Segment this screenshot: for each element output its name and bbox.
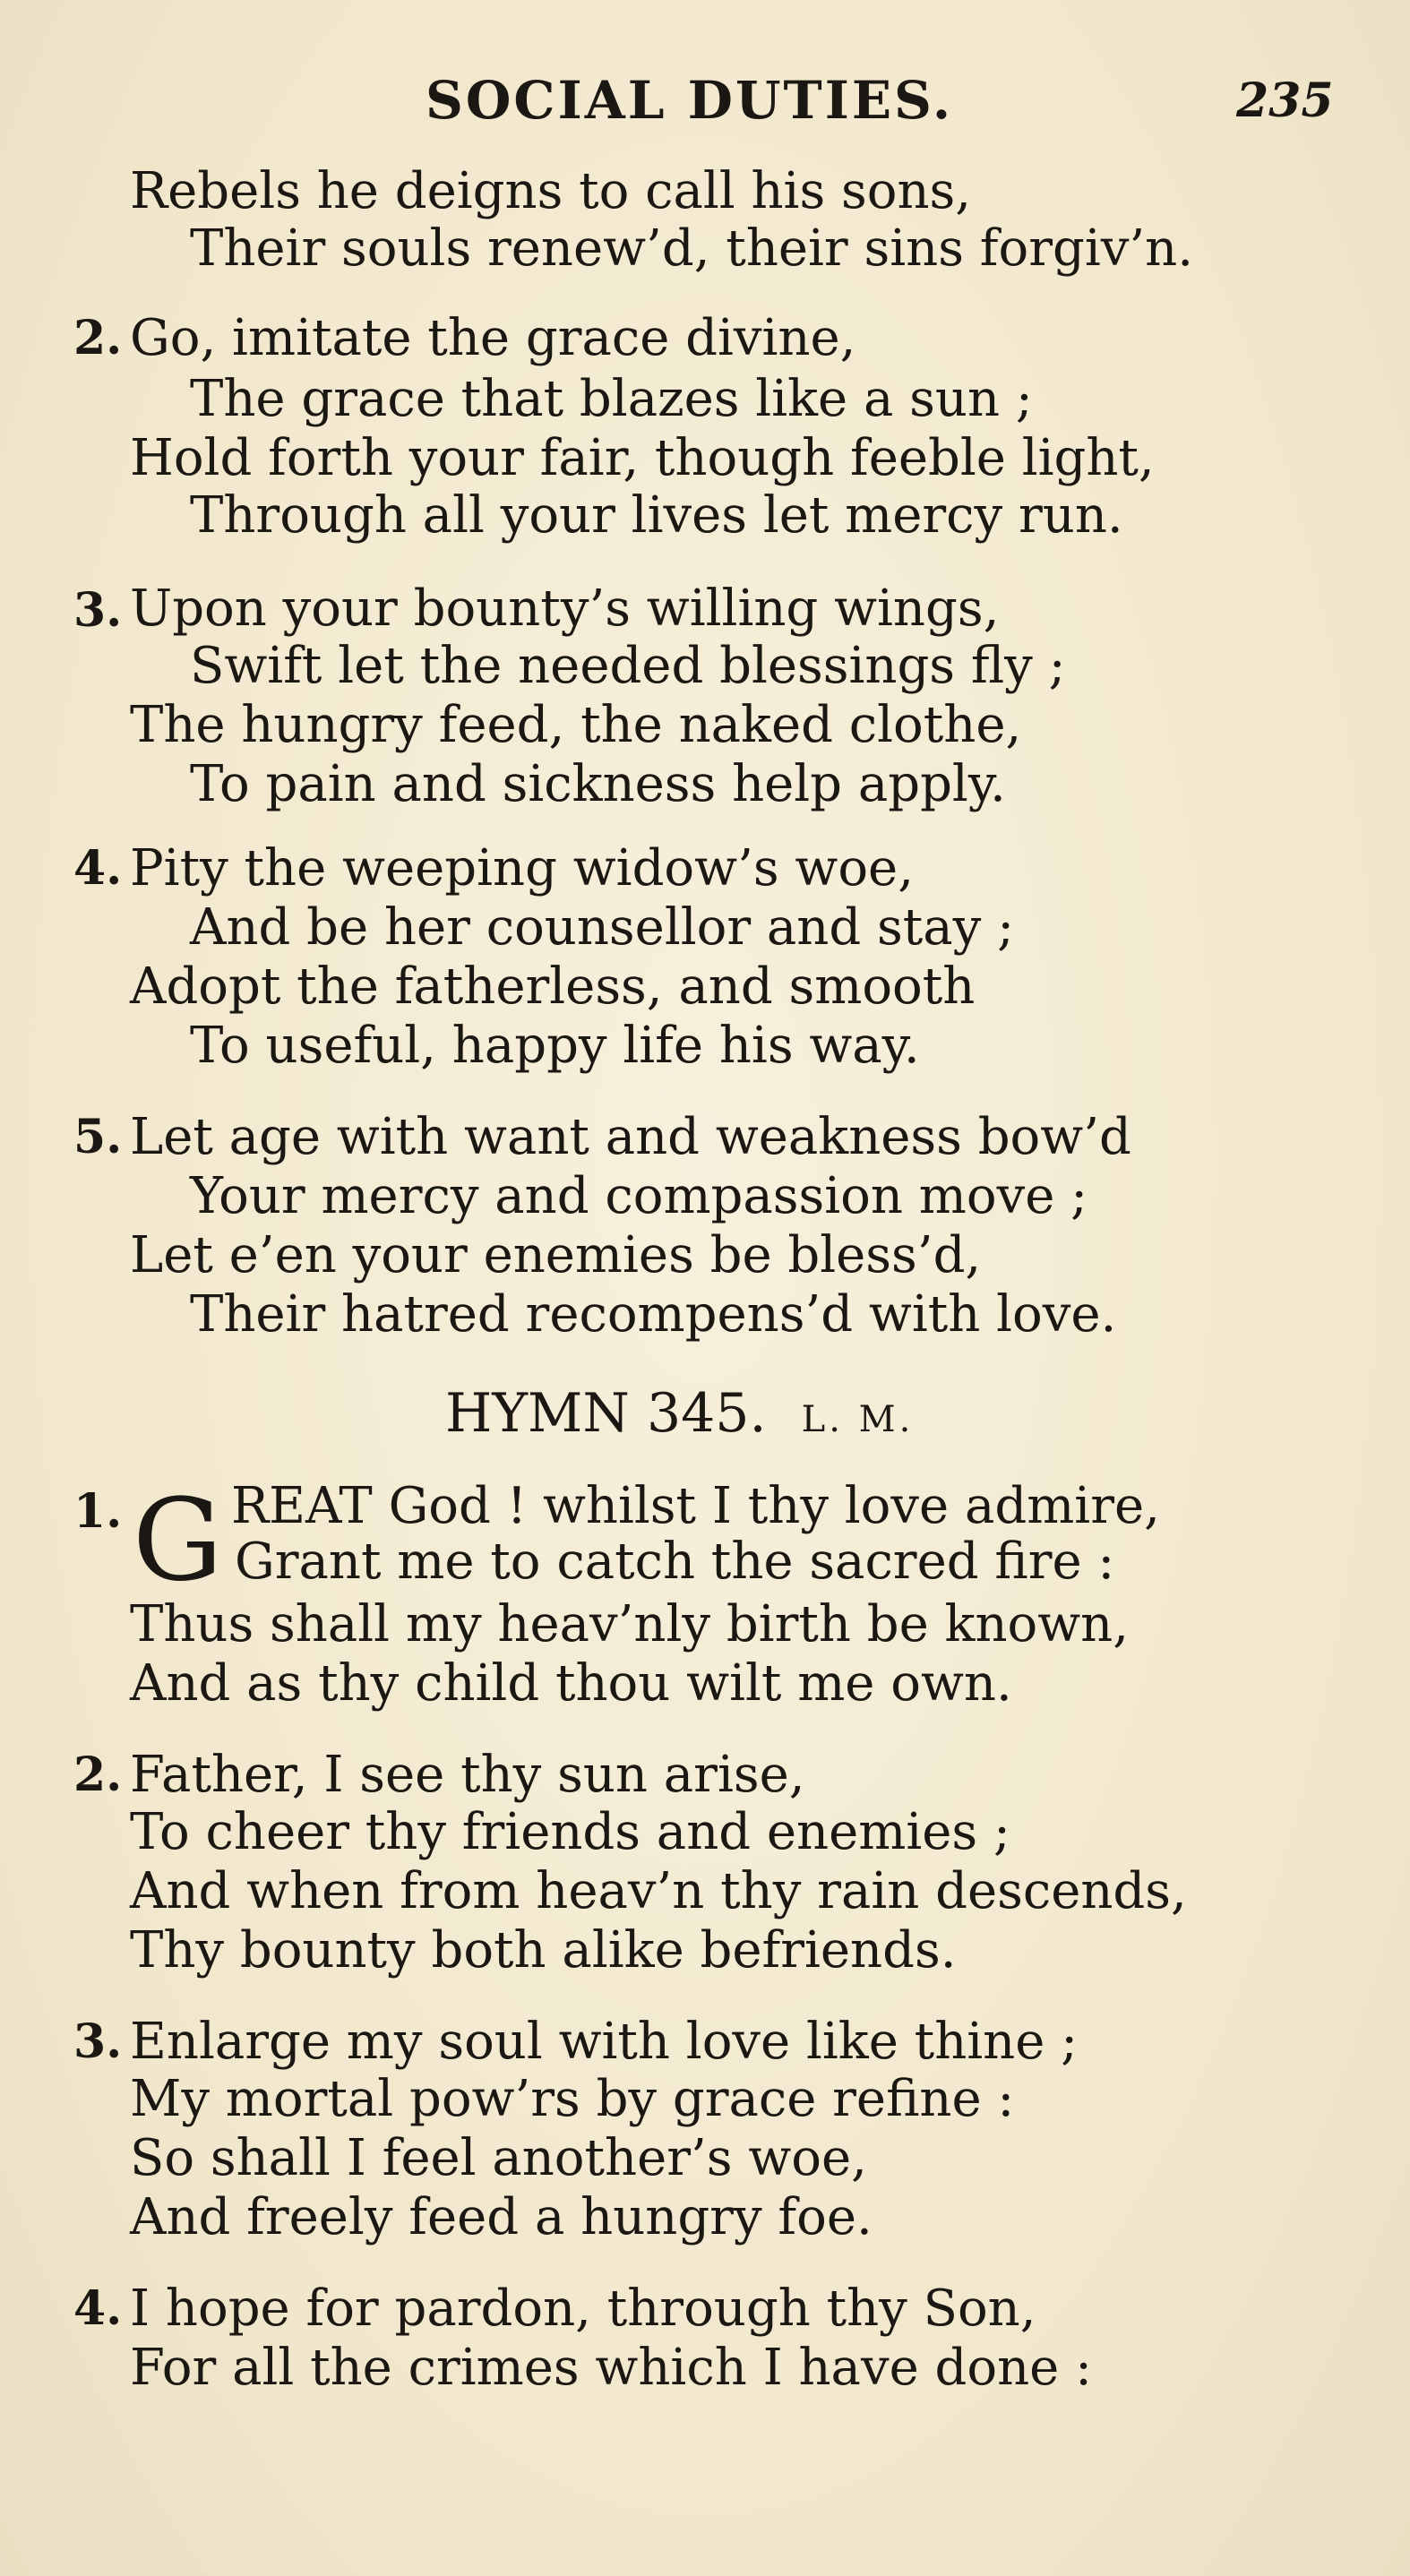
- verse-line: And freely feed a hungry foe.: [130, 2188, 873, 2246]
- verse-line: Through all your lives let mercy run.: [190, 486, 1123, 545]
- hymn-meter: L. M.: [801, 1399, 915, 1440]
- verse-line: Enlarge my soul with love like thine ;: [130, 2013, 1079, 2071]
- stanza-number: 4.: [73, 841, 123, 896]
- verse-line: To pain and sickness help apply.: [190, 755, 1006, 813]
- verse-line: Thus shall my heav’nly birth be known,: [130, 1595, 1130, 1653]
- verse-line: Their hatred recompens’d with love.: [190, 1285, 1117, 1344]
- stanza-number: 3.: [73, 583, 123, 638]
- verse-line: My mortal pow’rs by grace refine :: [130, 2070, 1015, 2128]
- stanza-number: 2.: [73, 1747, 123, 1802]
- verse-line: Go, imitate the grace divine,: [130, 309, 856, 367]
- hymn-heading: [445, 1382, 914, 1445]
- running-title: SOCIAL DUTIES.: [426, 70, 954, 131]
- verse-line: Rebels he deigns to call his sons,: [130, 162, 972, 220]
- stanza-number: 3.: [73, 2014, 123, 2069]
- verse-line: Adopt the fatherless, and smooth: [130, 957, 976, 1016]
- stanza-number: 2.: [73, 311, 123, 365]
- stanza-number: 5.: [73, 1110, 123, 1164]
- verse-line: REAT God ! whilst I thy love admire,: [231, 1477, 1160, 1535]
- verse-line: Thy bounty both alike befriends.: [130, 1921, 957, 1979]
- hymn-title: HYMN 345.: [445, 1382, 767, 1445]
- verse-line: Pity the weeping widow’s woe,: [130, 839, 914, 897]
- stanza-number: 4.: [73, 2281, 123, 2336]
- verse-line: I hope for pardon, through thy Son,: [130, 2280, 1036, 2338]
- verse-line: Let e’en your enemies be bless’d,: [130, 1226, 982, 1284]
- verse-line: Their souls renew’d, their sins forgiv’n.: [190, 219, 1194, 278]
- verse-line: The grace that blazes like a sun ;: [190, 370, 1033, 428]
- running-head: [0, 70, 1410, 142]
- verse-line: Swift let the needed blessings fly ;: [190, 637, 1066, 695]
- verse-line: The hungry feed, the naked clothe,: [130, 696, 1022, 754]
- verse-line: To cheer thy friends and enemies ;: [130, 1803, 1010, 1861]
- verse-line: And when from heav’n thy rain descends,: [130, 1862, 1187, 1920]
- verse-line: Hold forth your fair, though feeble light,: [130, 429, 1155, 487]
- verse-line: Grant me to catch the sacred fire :: [235, 1533, 1115, 1591]
- verse-line: Your mercy and compassion move ;: [190, 1167, 1088, 1225]
- verse-line: So shall I feel another’s woe,: [130, 2129, 867, 2187]
- page-number: 235: [1236, 73, 1334, 128]
- verse-line: And as thy child thou wilt me own.: [130, 1654, 1012, 1713]
- verse-line: To useful, happy life his way.: [190, 1017, 920, 1075]
- stanza-number: 1.: [73, 1484, 123, 1539]
- verse-line: Father, I see thy sun arise,: [130, 1746, 805, 1804]
- verse-line: Upon your bounty’s willing wings,: [130, 580, 1000, 638]
- verse-line: For all the crimes which I have done :: [130, 2339, 1092, 2397]
- drop-cap: G: [133, 1474, 223, 1606]
- verse-line: And be her counsellor and stay ;: [190, 898, 1014, 957]
- verse-line: Let age with want and weakness bow’d: [130, 1108, 1131, 1166]
